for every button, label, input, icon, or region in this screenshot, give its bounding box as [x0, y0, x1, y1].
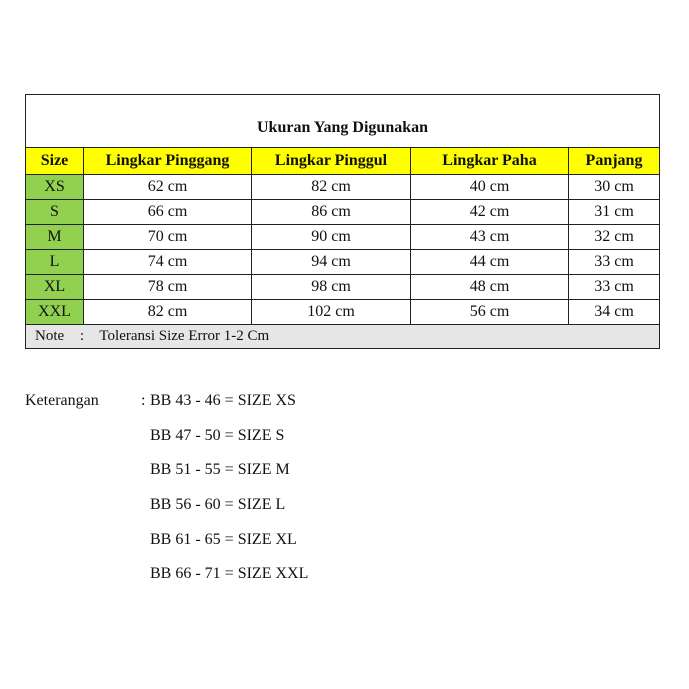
- legend-label: Keterangan: [25, 392, 99, 409]
- legend-item: BB 51 - 55 = SIZE M: [150, 461, 290, 479]
- header-lingkar-pinggul: Lingkar Pinggul: [252, 148, 411, 175]
- legend-item: BB 43 - 46 = SIZE XS: [150, 392, 296, 409]
- pinggang-cell: 62 cm: [84, 175, 252, 200]
- legend-item: BB 66 - 71 = SIZE XXL: [150, 565, 309, 583]
- note-text: Toleransi Size Error 1-2 Cm: [99, 328, 270, 344]
- paha-cell: 42 cm: [411, 200, 569, 225]
- table-row: [26, 300, 660, 325]
- paha-cell: 43 cm: [411, 225, 569, 250]
- size-cell: S: [26, 200, 84, 225]
- size-cell: XXL: [26, 300, 84, 325]
- table-title: Ukuran Yang Digunakan: [26, 95, 660, 148]
- table-row: [26, 275, 660, 300]
- paha-cell: 44 cm: [411, 250, 569, 275]
- pinggul-cell: 86 cm: [252, 200, 411, 225]
- table-row: [26, 250, 660, 275]
- table-title-row: [26, 95, 660, 148]
- size-cell: XS: [26, 175, 84, 200]
- header-lingkar-pinggang: Lingkar Pinggang: [84, 148, 252, 175]
- pinggang-cell: 82 cm: [84, 300, 252, 325]
- pinggang-cell: 78 cm: [84, 275, 252, 300]
- table-header-row: [26, 148, 660, 175]
- header-size: Size: [26, 148, 84, 175]
- header-lingkar-paha: Lingkar Paha: [411, 148, 569, 175]
- pinggang-cell: 66 cm: [84, 200, 252, 225]
- paha-cell: 56 cm: [411, 300, 569, 325]
- panjang-cell: 30 cm: [569, 175, 660, 200]
- panjang-cell: 34 cm: [569, 300, 660, 325]
- table-row: [26, 175, 660, 200]
- pinggang-cell: 70 cm: [84, 225, 252, 250]
- table-note: [26, 325, 660, 349]
- panjang-cell: 31 cm: [569, 200, 660, 225]
- paha-cell: 48 cm: [411, 275, 569, 300]
- table-note-row: [26, 325, 660, 349]
- panjang-cell: 33 cm: [569, 250, 660, 275]
- table-row: [26, 200, 660, 225]
- legend-item: BB 56 - 60 = SIZE L: [150, 496, 286, 514]
- pinggul-cell: 82 cm: [252, 175, 411, 200]
- pinggul-cell: 94 cm: [252, 250, 411, 275]
- size-cell: L: [26, 250, 84, 275]
- table-row: [26, 225, 660, 250]
- pinggul-cell: 90 cm: [252, 225, 411, 250]
- panjang-cell: 33 cm: [569, 275, 660, 300]
- size-cell: M: [26, 225, 84, 250]
- pinggul-cell: 98 cm: [252, 275, 411, 300]
- paha-cell: 40 cm: [411, 175, 569, 200]
- size-chart-table: [25, 94, 660, 349]
- note-separator: :: [79, 328, 84, 344]
- note-label: Note: [35, 328, 65, 344]
- pinggul-cell: 102 cm: [252, 300, 411, 325]
- pinggang-cell: 74 cm: [84, 250, 252, 275]
- legend-item: BB 61 - 65 = SIZE XL: [150, 530, 297, 548]
- header-panjang: Panjang: [569, 148, 660, 175]
- legend-item: BB 47 - 50 = SIZE S: [150, 426, 285, 444]
- panjang-cell: 32 cm: [569, 225, 660, 250]
- size-cell: XL: [26, 275, 84, 300]
- legend-colon: :: [141, 392, 146, 409]
